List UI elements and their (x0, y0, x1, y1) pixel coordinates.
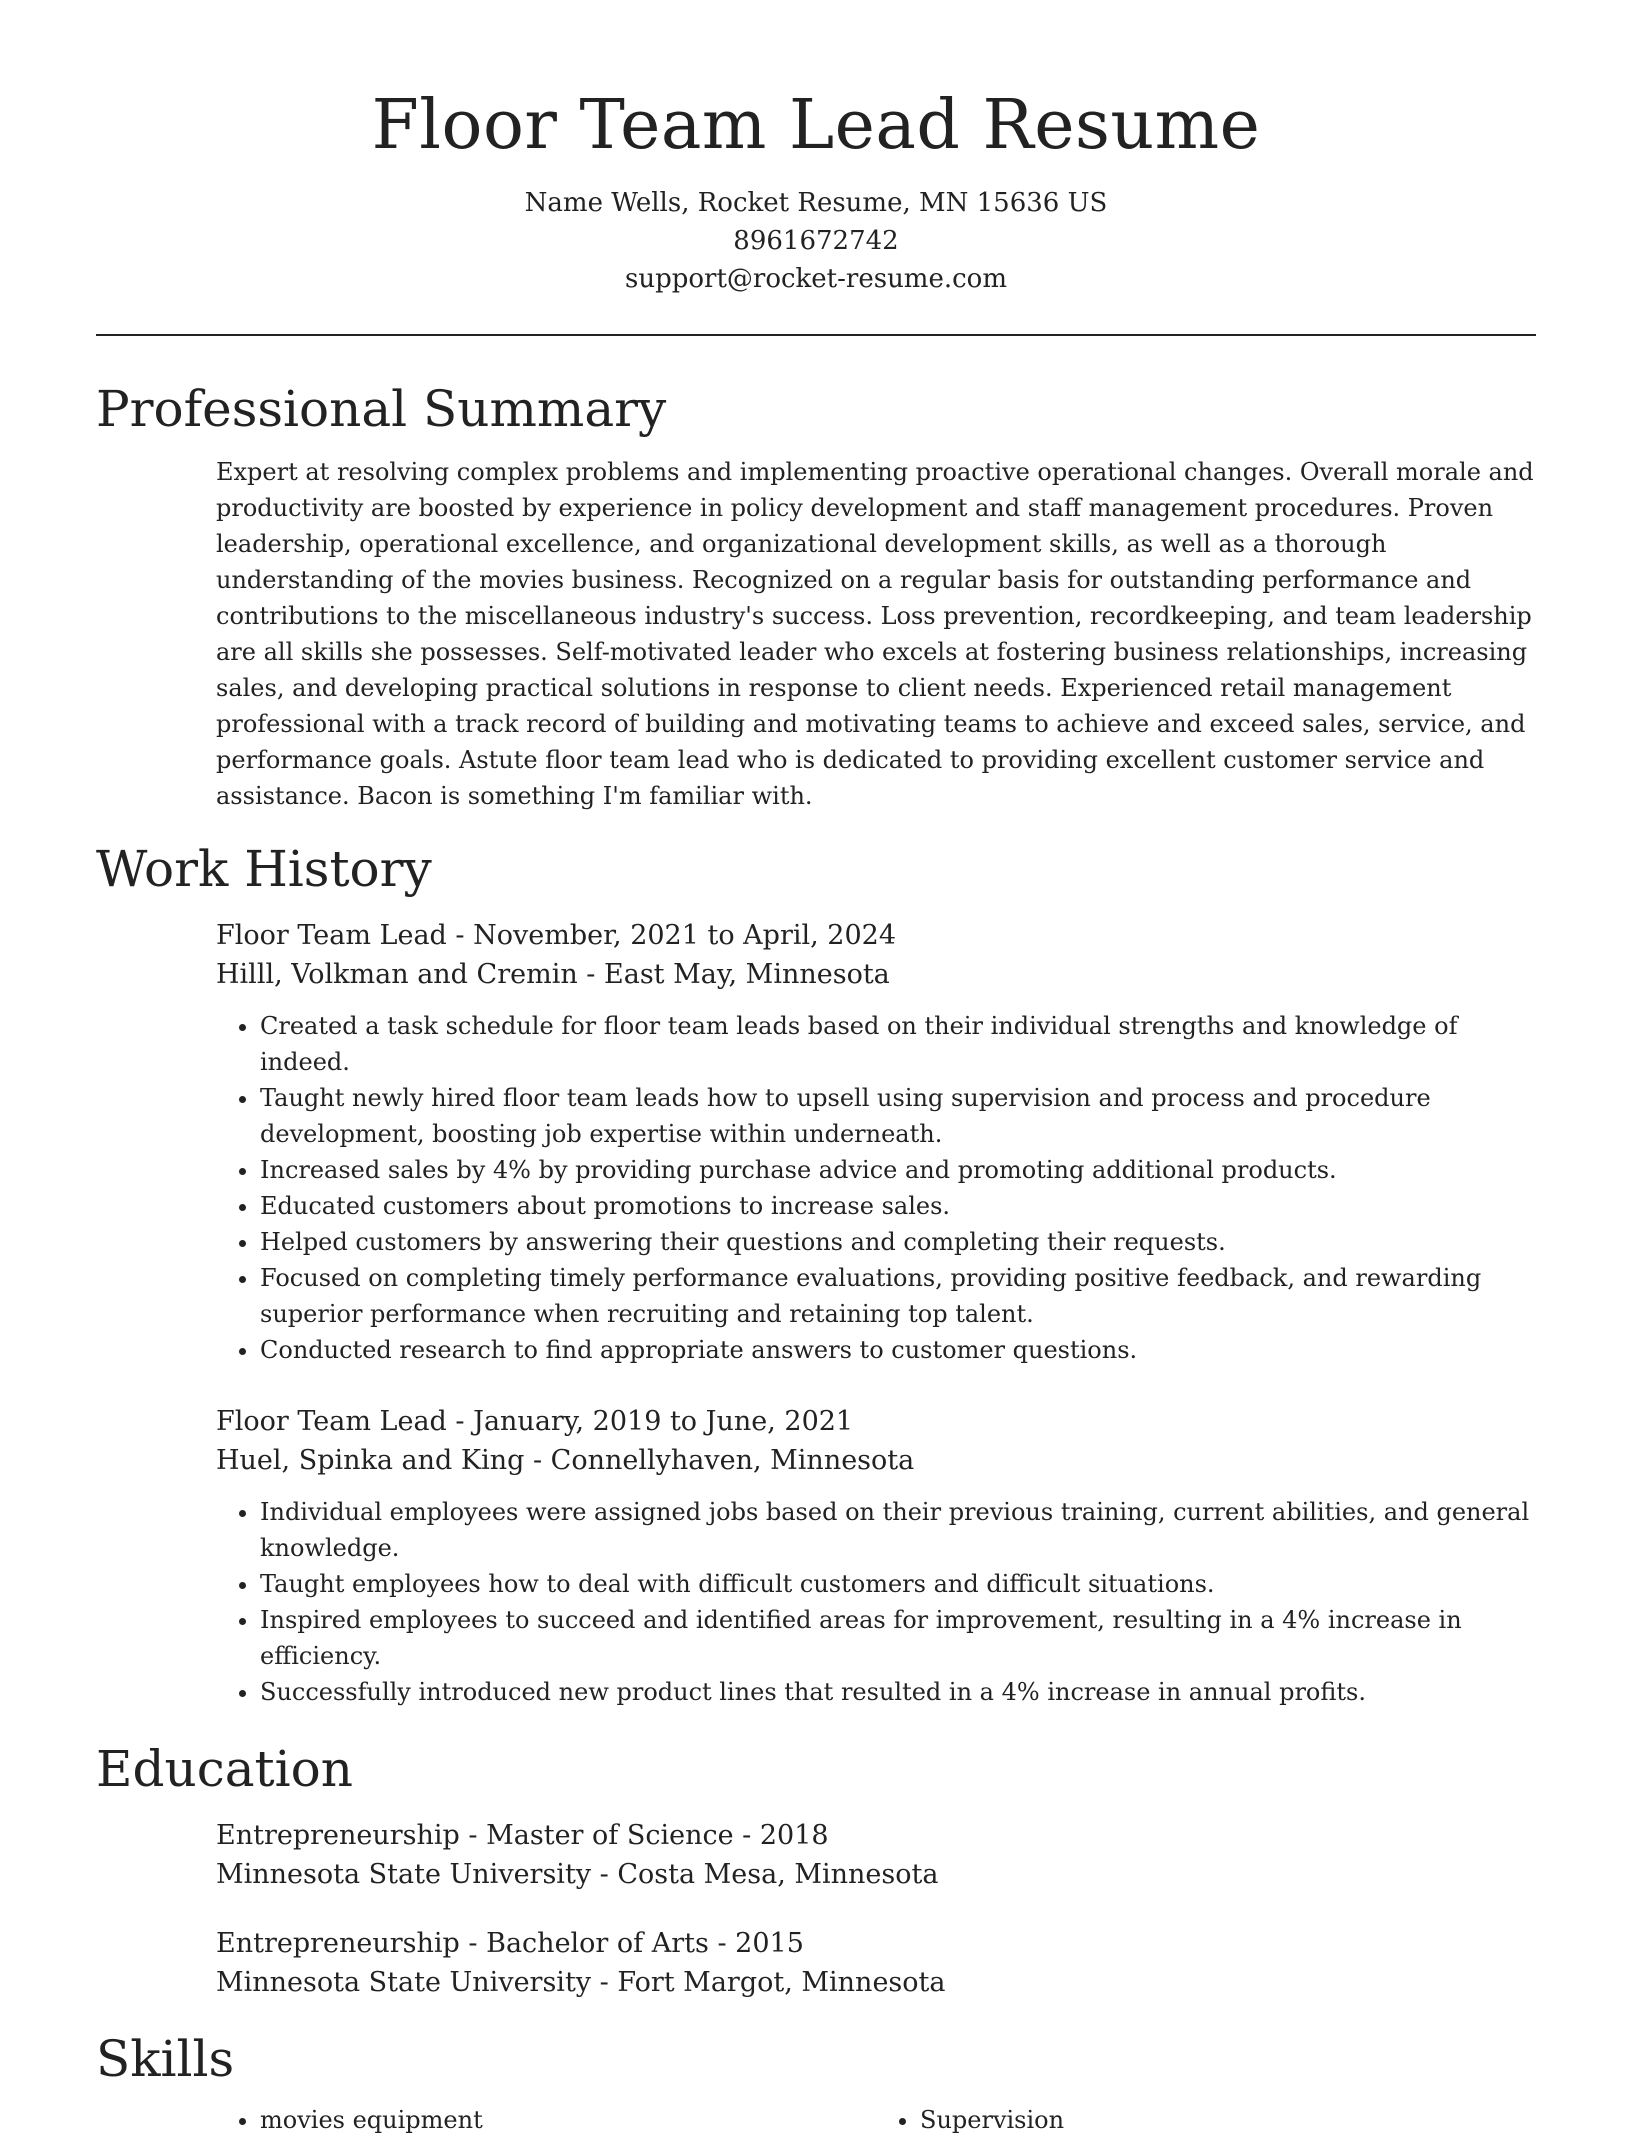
resume-header (96, 0, 1536, 298)
work-history-section (96, 838, 1536, 1710)
section-title-education: Education (96, 1740, 353, 1798)
education-degree-line: Entrepreneurship - Bachelor of Arts - 2015 (216, 1928, 804, 1959)
job-bullet: • Focused on completing timely performance evaluations, providing positive feedback, and rewarding superior performance when recruiting and retaining top talent. (260, 1260, 1536, 1332)
summary-body (216, 454, 1536, 814)
job-company-line: Hilll, Volkman and Cremin - East May, Minnesota (216, 959, 890, 990)
education-section (96, 1738, 1536, 2002)
skill-item: • movies equipment (260, 2102, 876, 2138)
job-bullet: • Taught newly hired floor team leads how to upsell using supervision and process and procedure development, boosting job expertise within underneath. (260, 1080, 1536, 1152)
section-title-summary: Professional Summary (96, 380, 667, 438)
education-entry (216, 1816, 1536, 1894)
professional-summary-section (96, 378, 1536, 814)
job-bullet: • Created a task schedule for floor team leads based on their individual strengths and knowledge of indeed. (260, 1008, 1536, 1080)
skill-item: • Supervision (920, 2102, 1536, 2138)
contact-address: Name Wells, Rocket Resume, MN 15636 US (524, 188, 1108, 218)
skills-section (96, 2028, 1536, 2138)
job-bullet: • Conducted research to find appropriate answers to customer questions. (260, 1332, 1536, 1368)
education-school-line: Minnesota State University - Fort Margot, Minnesota (216, 1967, 946, 1998)
skills-column-right (876, 2102, 1536, 2138)
job-company-line: Huel, Spinka and King - Connellyhaven, Minnesota (216, 1445, 915, 1476)
job-bullets (216, 1494, 1536, 1710)
education-school-line: Minnesota State University - Costa Mesa, Minnesota (216, 1859, 939, 1890)
section-title-skills: Skills (96, 2030, 235, 2088)
job-bullet: • Successfully introduced new product lines that resulted in a 4% increase in annual profits. (260, 1674, 1536, 1710)
job-bullet: • Educated customers about promotions to increase sales. (260, 1188, 1536, 1224)
section-title-work: Work History (96, 840, 432, 898)
job-bullet: • Inspired employees to succeed and identified areas for improvement, resulting in a 4% increase in efficiency. (260, 1602, 1536, 1674)
job-entry (216, 1402, 1536, 1710)
contact-block (96, 184, 1536, 298)
job-bullet: • Helped customers by answering their questions and completing their requests. (260, 1224, 1536, 1260)
job-bullet: • Increased sales by 4% by providing purchase advice and promoting additional products. (260, 1152, 1536, 1188)
header-divider (96, 334, 1536, 336)
job-title-line: Floor Team Lead - November, 2021 to April, 2024 (216, 920, 897, 951)
resume-page (96, 0, 1536, 2138)
job-bullet: • Individual employees were assigned jobs based on their previous training, current abilities, and general knowledge. (260, 1494, 1536, 1566)
contact-email: support@rocket-resume.com (624, 264, 1007, 294)
contact-phone: 8961672742 (733, 226, 899, 256)
resume-title: Floor Team Lead Resume (371, 86, 1261, 165)
skills-grid (216, 2102, 1536, 2138)
job-bullet: • Taught employees how to deal with difficult customers and difficult situations. (260, 1566, 1536, 1602)
job-bullets (216, 1008, 1536, 1368)
education-degree-line: Entrepreneurship - Master of Science - 2018 (216, 1820, 829, 1851)
summary-text: Expert at resolving complex problems and implementing proactive operational changes. Overall morale and productivity are boosted by experience in policy development and staff management procedures. Proven leadership, operational excellence, and organizational development skills, as well as a thorough understanding of the movies business. Recognized on a regular basis for outstanding performance and contributions to the miscellaneous industry's success. Loss prevention, recordkeeping, and team leadership are all skills she possesses. Self-motivated leader who excels at fostering business relationships, increasing sales, and developing practical solutions in response to client needs. Experienced retail management professional with a track record of building and motivating teams to achieve and exceed sales, service, and performance goals. Astute floor team lead who is dedicated to providing excellent customer service and assistance. Bacon is something I'm familiar with. (216, 458, 1534, 810)
education-entry (216, 1924, 1536, 2002)
skills-column-left (216, 2102, 876, 2138)
job-title-line: Floor Team Lead - January, 2019 to June, 2021 (216, 1406, 854, 1437)
job-entry (216, 916, 1536, 1368)
